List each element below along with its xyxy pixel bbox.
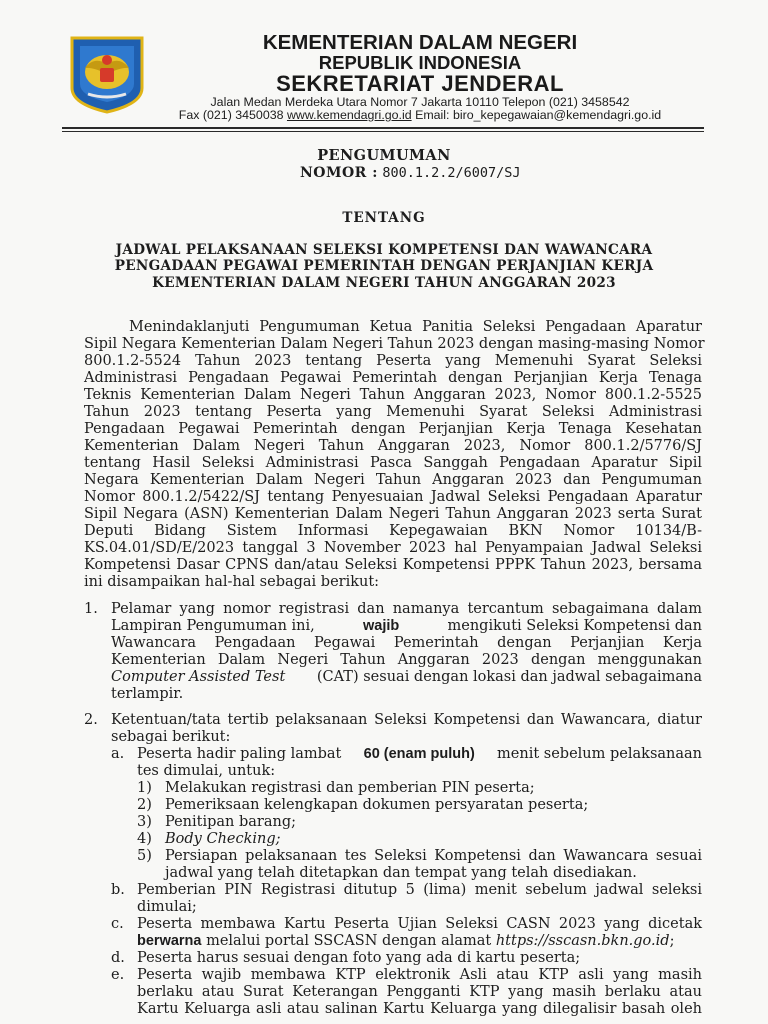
item1-line (111, 669, 702, 685)
item2-line: Ketentuan/tata tertib pelaksanaan Seleksi Kompetensi dan Wawancara, diatur (111, 712, 702, 728)
item2a-line: tes dimulai, untuk: (137, 763, 276, 779)
sub-item-mark: d. (111, 950, 125, 966)
sub-sub-item: Penitipan barang; (165, 814, 297, 830)
item-number: 1. (84, 601, 98, 617)
announcement-title: PENGUMUMAN (317, 147, 451, 164)
letterhead-divider-thin (62, 131, 704, 132)
email-label: Email: (415, 108, 450, 122)
item2a-text: Peserta hadir paling lambat (137, 746, 342, 762)
sscasn-link[interactable]: https://sscasn.bkn.go.id (495, 933, 670, 949)
sub-item-mark: a. (111, 746, 125, 762)
secretariat-name: SEKRETARIAT JENDERAL (276, 71, 564, 96)
item1-text: Lampiran Pengumuman ini, (111, 618, 315, 634)
item1-text: (CAT) sesuai dengan lokasi dan jadwal sebagaimana (316, 669, 702, 685)
website-link[interactable]: www.kemendagri.go.id (286, 108, 412, 122)
item1-line: terlampir. (111, 686, 184, 702)
sub-sub-item: Persiapan pelaksanaan tes Seleksi Kompetensi dan Wawancara sesuai (165, 848, 702, 864)
item2c-line: Peserta membawa Kartu Peserta Ujian Seleksi CASN 2023 yang dicetak (137, 916, 702, 932)
intro-line: KS.04.01/SD/E/2023 tanggal 3 November 2023 hal Penyampaian Jadwal Seleksi (84, 540, 702, 556)
item2b-line: dimulai; (137, 899, 197, 915)
intro-line: Negara Kementerian Dalam Negeri Tahun Anggaran 2023 dan Pengumuman (84, 472, 702, 488)
wajib-emphasis: wajib (363, 618, 400, 634)
sub-sub-item: Melakukan registrasi dan pemberian PIN peserta; (165, 780, 535, 796)
intro-line: Administrasi Pengadaan Pegawai Pemerintah dengan Perjanjian Kerja Tenaga (84, 370, 702, 386)
sub-sub-item: Pemeriksaan kelengkapan dokumen persyaratan peserta; (165, 797, 589, 813)
intro-line: Kementerian Dalam Negeri Tahun Anggaran 2023, Nomor 800.1.2/5776/SJ (84, 438, 702, 454)
fax-number: Fax (021) 3450038 (178, 108, 284, 122)
intro-line: Kompetensi Dasar CPNS dan/atau Seleksi Kompetensi PPPK Tahun 2023, bersama (84, 557, 702, 573)
sub-sub-mark: 4) (137, 831, 152, 847)
intro-line: Nomor 800.1.2/5422/SJ tentang Penyesuaian Jadwal Seleksi Pengadaan Aparatur (84, 489, 702, 505)
item2-line: sebagai berikut: (111, 729, 231, 745)
item2a-line (137, 746, 702, 762)
intro-line: ini disampaikan hal-hal sebagai berikut: (84, 574, 380, 590)
sub-item-mark: c. (111, 916, 124, 932)
item1-line: Kementerian Dalam Negeri Tahun Anggaran 2023 dengan menggunakan (111, 652, 702, 668)
intro-line: Deputi Bidang Sistem Informasi Kepegawaian BKN Nomor 10134/B- (84, 523, 702, 539)
intro-line: Sipil Negara (ASN) Kementerian Dalam Negeri Tahun Anggaran 2023 serta Surat (84, 506, 702, 522)
intro-line: Pengadaan Pegawai Pemerintah dengan Perjanjian Kerja Tenaga Kesehatan (84, 421, 702, 437)
item1-line: Pelamar yang nomor registrasi dan namanya tercantum sebagaimana dalam (111, 601, 702, 617)
item2d-line: Peserta harus sesuai dengan foto yang ada di kartu peserta; (137, 950, 581, 966)
document-number (300, 165, 521, 181)
sub-sub-mark: 3) (137, 814, 152, 830)
intro-line: Menindaklanjuti Pengumuman Ketua Panitia Seleksi Pengadaan Aparatur (129, 319, 702, 335)
subject-line: PENGADAAN PEGAWAI PEMERINTAH DENGAN PERJANJIAN KERJA (114, 258, 654, 274)
intro-line: Sipil Negara Kementerian Dalam Negeri Tahun 2023 dengan masing-masing Nomor (84, 336, 705, 352)
address-line: Jalan Medan Merdeka Utara Nomor 7 Jakarta 10110 Telepon (021) 3458542 (210, 95, 630, 109)
sub-sub-mark: 1) (137, 780, 152, 796)
berwarna-emphasis: berwarna (137, 933, 202, 949)
item2c-semicolon: ; (669, 933, 675, 949)
sub-item-mark: e. (111, 967, 125, 983)
item1-line: Wawancara Pengadaan Pegawai Pemerintah dengan Perjanjian Kerja (111, 635, 702, 651)
item2e-line: Peserta wajib membawa KTP elektronik Asli atau KTP asli yang masih (137, 967, 702, 983)
nomor-label: NOMOR : (300, 165, 378, 181)
cat-term: Computer Assisted Test (111, 669, 286, 685)
item1-text: mengikuti Seleksi Kompetensi dan (447, 618, 702, 634)
intro-line: Tahun 2023 tentang Peserta yang Memenuhi Syarat Seleksi Administrasi (84, 404, 702, 420)
intro-line: 800.1.2-5524 Tahun 2023 tentang Peserta yang Memenuhi Syarat Seleksi (84, 353, 702, 369)
subject-line: KEMENTERIAN DALAM NEGERI TAHUN ANGGARAN 2023 (152, 275, 616, 291)
garuda-emblem-icon (66, 34, 148, 114)
email-address[interactable]: biro_kepegawaian@kemendagri.go.id (452, 108, 662, 122)
item2e-line: Kartu Keluarga asli atau salinan Kartu Keluarga yang dilegalisir basah oleh (137, 1001, 702, 1017)
sub-sub-item: Body Checking; (165, 831, 281, 847)
nomor-value: 800.1.2.2/6007/SJ (382, 165, 521, 181)
item2c-text: melalui portal SSCASN dengan alamat (206, 933, 492, 949)
item2c-line (137, 933, 674, 949)
sixty-minutes-emphasis: 60 (enam puluh) (363, 746, 475, 762)
intro-line: tentang Hasil Seleksi Administrasi Pasca Sanggah Pengadaan Aparatur Sipil (84, 455, 702, 471)
contact-line (160, 108, 680, 122)
sub-sub-item-cont: jadwal yang telah ditetapkan dan tempat yang telah disediakan. (165, 865, 637, 881)
item2a-text: menit sebelum pelaksanaan (497, 746, 702, 762)
ministry-name: KEMENTERIAN DALAM NEGERI (262, 31, 578, 54)
letterhead-divider (62, 127, 704, 129)
sub-sub-mark: 5) (137, 848, 152, 864)
item2b-line: Pemberian PIN Registrasi ditutup 5 (lima) menit sebelum jadwal seleksi (137, 882, 702, 898)
sub-item-mark: b. (111, 882, 125, 898)
item1-line (111, 618, 702, 634)
item2e-line: berlaku atau Surat Keterangan Pengganti KTP yang masih berlaku atau (137, 984, 702, 1000)
republic-name: REPUBLIK INDONESIA (318, 52, 522, 73)
intro-line: Teknis Kementerian Dalam Negeri Tahun Anggaran 2023, Nomor 800.1.2-5525 (84, 387, 702, 403)
subject-line: JADWAL PELAKSANAAN SELEKSI KOMPETENSI DAN WAWANCARA (115, 242, 653, 258)
item-number: 2. (84, 712, 98, 728)
tentang-heading: TENTANG (342, 210, 426, 226)
sub-sub-mark: 2) (137, 797, 152, 813)
